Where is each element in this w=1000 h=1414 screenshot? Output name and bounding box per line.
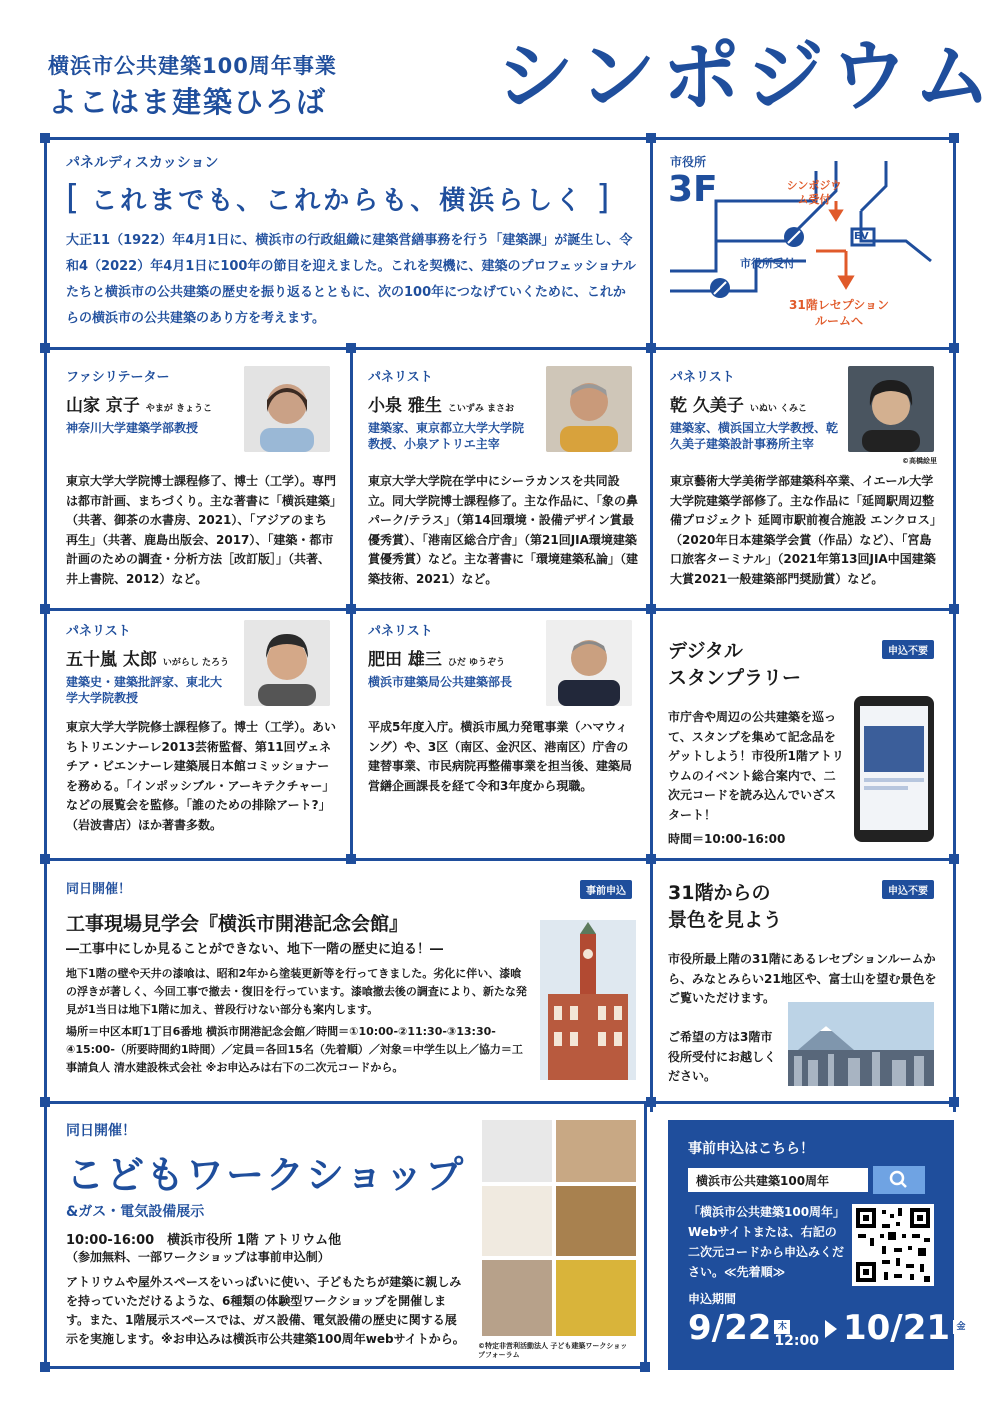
person-photo-image bbox=[546, 366, 632, 452]
person-kana: ひだ ゆうぞう bbox=[447, 658, 506, 668]
person-kana: こいずみ まさお bbox=[447, 404, 515, 414]
person-card-yamaga bbox=[66, 366, 336, 598]
map-ev: EV bbox=[854, 231, 869, 242]
kids-subtitle: &ガス・電気設備展示 bbox=[66, 1204, 205, 1220]
stamp-title-1: デジタル bbox=[668, 640, 743, 662]
map-label: 市役所 bbox=[670, 155, 707, 169]
kids-note: （参加無料、一部ワークショップは事前申込制） bbox=[66, 1250, 330, 1264]
kids-body: アトリウムや屋外スペースをいっぱいに使い、子どもたちが建築に親しみを持っていただけるような、6種類の体験型ワークショップを開催します。また、1階展示スペースでは、ガス設備、電気設備の歴史に関する展示を実施します。※お申込みは横浜市公共建築100周年webサイトから。 bbox=[66, 1275, 465, 1346]
person-name: 肥田 雄三 bbox=[368, 650, 442, 670]
map-31f-reception: 31階レセプションルームへ bbox=[789, 298, 889, 328]
search-icon bbox=[873, 1166, 925, 1194]
stamp-badge: 申込不要 bbox=[882, 640, 934, 659]
header bbox=[0, 0, 1000, 130]
phone-screen-image bbox=[864, 726, 924, 772]
apply-search-field[interactable]: 横浜市公共建築100周年 bbox=[688, 1168, 868, 1192]
panel-title-row bbox=[66, 178, 638, 218]
person-photo-image bbox=[244, 620, 330, 706]
phone-screen bbox=[860, 706, 928, 830]
tour-building-photo bbox=[540, 920, 636, 1080]
tour-subtitle: ―工事中にしか見ることができない、地下一階の歴史に迫る！― bbox=[66, 942, 444, 957]
person-name: 山家 京子 bbox=[66, 396, 140, 416]
kids-photo-credit: ©特定非営利活動法人 子ども建築ワークショップフォーラム bbox=[478, 1342, 628, 1359]
stamp-time: 時間＝10:00-16:00 bbox=[668, 832, 786, 846]
application-box bbox=[668, 1120, 998, 1370]
start-date: 9/22 bbox=[688, 1308, 772, 1348]
person-photo-credit: ©高橋絵里 bbox=[902, 457, 937, 465]
person-bio: 東京藝術大学美術学部建築科卒業、イエール大学大学院建築学部修了。主な作品に「延岡駅周辺整備プロジェクト 延岡市駅前複合施設 エンクロス」（2020年日本建築学会賞（作品）など）、「宮島口旅客ターミナル」（2021年第13回JIA中国建築大賞2021一般建築部門奨励賞）など。 bbox=[670, 474, 942, 586]
stamp-title-2: スタンプラリー bbox=[668, 667, 802, 689]
kids-photo bbox=[556, 1120, 636, 1182]
end-day: 金 bbox=[953, 1320, 969, 1334]
apply-body: 「横浜市公共建築100周年」Webサイトまたは、右記の二次元コードから申込みください。≪先着順≫ bbox=[688, 1205, 845, 1279]
person-kana: いがらし たろう bbox=[162, 658, 230, 668]
person-photo-image bbox=[848, 366, 934, 452]
person-photo bbox=[546, 366, 632, 452]
kids-title: こどもワークショップ bbox=[66, 1153, 466, 1197]
period-arrow-icon bbox=[825, 1320, 837, 1338]
tour-body: 地下1階の壁や天井の漆喰は、昭和2年から塗装更新等を行ってきました。劣化に伴い、漆喰の浮きが著しく、今回工事で撤去・復旧を行っています。漆喰撤去後の調査により、新たな発見が1当日は地下1階に加え、普段行けない部分も案内します。 bbox=[66, 967, 527, 1016]
phone-screen-line bbox=[864, 778, 924, 782]
series-title: 横浜市公共建築100周年事業 bbox=[48, 54, 337, 78]
person-photo-image bbox=[546, 620, 632, 706]
panel-title: これまでも、これからも、横浜らしく bbox=[91, 185, 585, 216]
site-tour bbox=[66, 878, 638, 1092]
view-31f bbox=[668, 878, 944, 1092]
panel-discussion bbox=[66, 152, 638, 332]
person-card-inui bbox=[670, 366, 940, 598]
person-role-label: パネリスト bbox=[670, 370, 735, 385]
person-bio: 東京大学大学院在学中にシーラカンスを共同設立。同大学院博士課程修了。主な作品に、「象の鼻パーク/テラス」（第14回環境・設備デザイン賞最優秀賞）、「港南区総合庁舎」（第21回JIA環境建築賞優秀賞）など。主な著書に「環境建築私論」（建築技術、2021）など。 bbox=[368, 474, 639, 586]
person-role-label: パネリスト bbox=[368, 370, 433, 385]
start-daytime bbox=[774, 1320, 819, 1348]
end-time: 17:00 bbox=[953, 1333, 998, 1349]
tour-details: 場所＝中区本町1丁目6番地 横浜市開港記念会館／時間＝①10:00-②11:30-③13:30-④15:00-（所要時間約1時間）／定員＝各回15名（先着順）／対象＝中学生以上／協力＝工事請負人 清水建設株式会社 ※お申込みは右下の二次元コードから。 bbox=[66, 1025, 523, 1074]
apply-search-button[interactable] bbox=[873, 1166, 925, 1194]
floor-map bbox=[656, 141, 950, 345]
person-name: 五十嵐 太郎 bbox=[66, 650, 157, 670]
end-date: 10/21 bbox=[842, 1308, 951, 1348]
map-symposium-reception: シンポジウム受付 bbox=[786, 179, 842, 206]
person-photo bbox=[244, 366, 330, 452]
tour-label: 同日開催！ bbox=[66, 882, 132, 897]
tour-badge: 事前申込 bbox=[580, 880, 632, 899]
view-title-1: 31階からの bbox=[668, 882, 771, 904]
person-affiliation: 建築家、東京都立大学大学院教授、小泉アトリエ主宰 bbox=[368, 421, 525, 451]
stamp-rally bbox=[668, 636, 944, 850]
kids-photo bbox=[482, 1120, 552, 1182]
person-role-label: パネリスト bbox=[368, 624, 433, 639]
person-name: 乾 久美子 bbox=[670, 396, 744, 416]
phone-mockup bbox=[854, 696, 934, 842]
start-day: 木 bbox=[774, 1320, 790, 1334]
person-kana: やまが きょうこ bbox=[145, 404, 213, 414]
kids-photo bbox=[556, 1260, 636, 1336]
person-photo-image bbox=[244, 366, 330, 452]
end-daytime bbox=[953, 1320, 998, 1348]
person-card-igarashi bbox=[66, 620, 336, 850]
panel-body: 大正11（1922）年4月1日に、横浜市の行政組織に建築営繕事務を行う「建築課」が誕生し、令和4（2022）年4月1日に100年の節目を迎えました。これを契機に、建築のプロフェッショナルたちと横浜市の公共建築の歴史を振り返るとともに、次の100年につなげていくために、これからの横浜市の公共建築のあり方を考えます。 bbox=[66, 233, 636, 326]
person-affiliation: 建築史・建築批評家、東北大学大学院教授 bbox=[66, 675, 223, 705]
apply-heading: 事前申込はこちら！ bbox=[688, 1141, 814, 1157]
qr-code[interactable] bbox=[852, 1204, 934, 1286]
view-title-2: 景色を見よう bbox=[668, 909, 783, 931]
person-role-label: パネリスト bbox=[66, 624, 131, 639]
apply-period-label: 申込期間 bbox=[688, 1292, 737, 1306]
person-photo bbox=[244, 620, 330, 706]
person-photo bbox=[546, 620, 632, 706]
bracket-close: ] bbox=[596, 178, 610, 218]
person-kana: いぬい くみこ bbox=[749, 404, 808, 414]
tour-title: 工事現場見学会『横浜市開港記念会館』 bbox=[66, 913, 409, 935]
kids-photo-collage bbox=[482, 1120, 638, 1344]
series-subtitle: よこはま建築ひろば bbox=[48, 85, 328, 119]
person-affiliation: 横浜市建築局公共建築部長 bbox=[368, 675, 513, 689]
kids-time: 10:00-16:00 横浜市役所 1階 アトリウム他 bbox=[66, 1233, 342, 1248]
kids-photo bbox=[482, 1260, 552, 1336]
map-city-hall-reception: 市役所受付 bbox=[740, 257, 795, 270]
phone-screen-line bbox=[864, 786, 908, 790]
kids-label: 同日開催！ bbox=[66, 1123, 136, 1139]
person-card-hida bbox=[368, 620, 638, 850]
view-city-photo bbox=[788, 1002, 934, 1086]
view-body-1: 市役所最上階の31階にあるレセプションルームから、みなとみらい21地区や、富士山を望む景色をご覧いただけます。 bbox=[668, 952, 937, 1005]
map-floor: 3F bbox=[668, 169, 718, 210]
kids-photo bbox=[482, 1186, 552, 1256]
panel-label: パネルディスカッション bbox=[66, 155, 219, 171]
kids-photo bbox=[556, 1186, 636, 1256]
qr-code-pattern bbox=[852, 1204, 934, 1286]
person-card-koizumi bbox=[368, 366, 638, 598]
person-name: 小泉 雅生 bbox=[368, 396, 442, 416]
bracket-open: [ bbox=[66, 178, 80, 218]
person-bio: 東京大学大学院博士課程修了、博士（工学）。専門は都市計画、まちづくり。主な著書に「横浜建築」（共著、御茶の水書房、2021）、「アジアのまち再生」（共著、鹿島出版会、2017）、「建築・都市計画のための調査・分析方法［改訂版］」（共著、井上書院、2012）など。 bbox=[66, 474, 337, 586]
apply-period bbox=[688, 1308, 998, 1349]
person-bio: 平成5年度入庁。横浜市風力発電事業（ハマウィング）や、3区（南区、金沢区、港南区）庁舎の建替事業、市民病院再整備事業を担当後、建築局営繕企画課長を経て令和3年度から現職。 bbox=[368, 720, 633, 793]
view-badge: 申込不要 bbox=[882, 880, 934, 899]
stamp-body: 市庁舎や周辺の公共建築を巡って、スタンプを集めて記念品をゲットしよう！市役所1階アトリウムのイベント総合案内で、二次元コードを読み込んでいざスタート！ bbox=[668, 710, 844, 822]
start-time: 12:00 bbox=[774, 1333, 819, 1349]
page-title: シンポジウム bbox=[496, 32, 998, 122]
person-role-label: ファシリテーター bbox=[66, 370, 170, 385]
kids-workshop bbox=[66, 1120, 638, 1364]
person-affiliation: 建築家、横浜国立大学教授、乾久美子建築設計事務所主宰 bbox=[670, 421, 839, 451]
person-photo bbox=[848, 366, 934, 452]
person-affiliation: 神奈川大学建築学部教授 bbox=[66, 421, 199, 435]
view-body-2: ご希望の方は3階市役所受付にお越しください。 bbox=[668, 1030, 777, 1083]
person-bio: 東京大学大学院修士課程修了。博士（工学）。あいちトリエンナーレ2013芸術監督、第11回ヴェネチア・ビエンナーレ建築展日本館コミッショナーを務める。「インポッシブル・アーキテクチャー」などの展覧会を監修。「誰のための排除アート?」（岩波書店）ほか著書多数。 bbox=[66, 720, 337, 832]
